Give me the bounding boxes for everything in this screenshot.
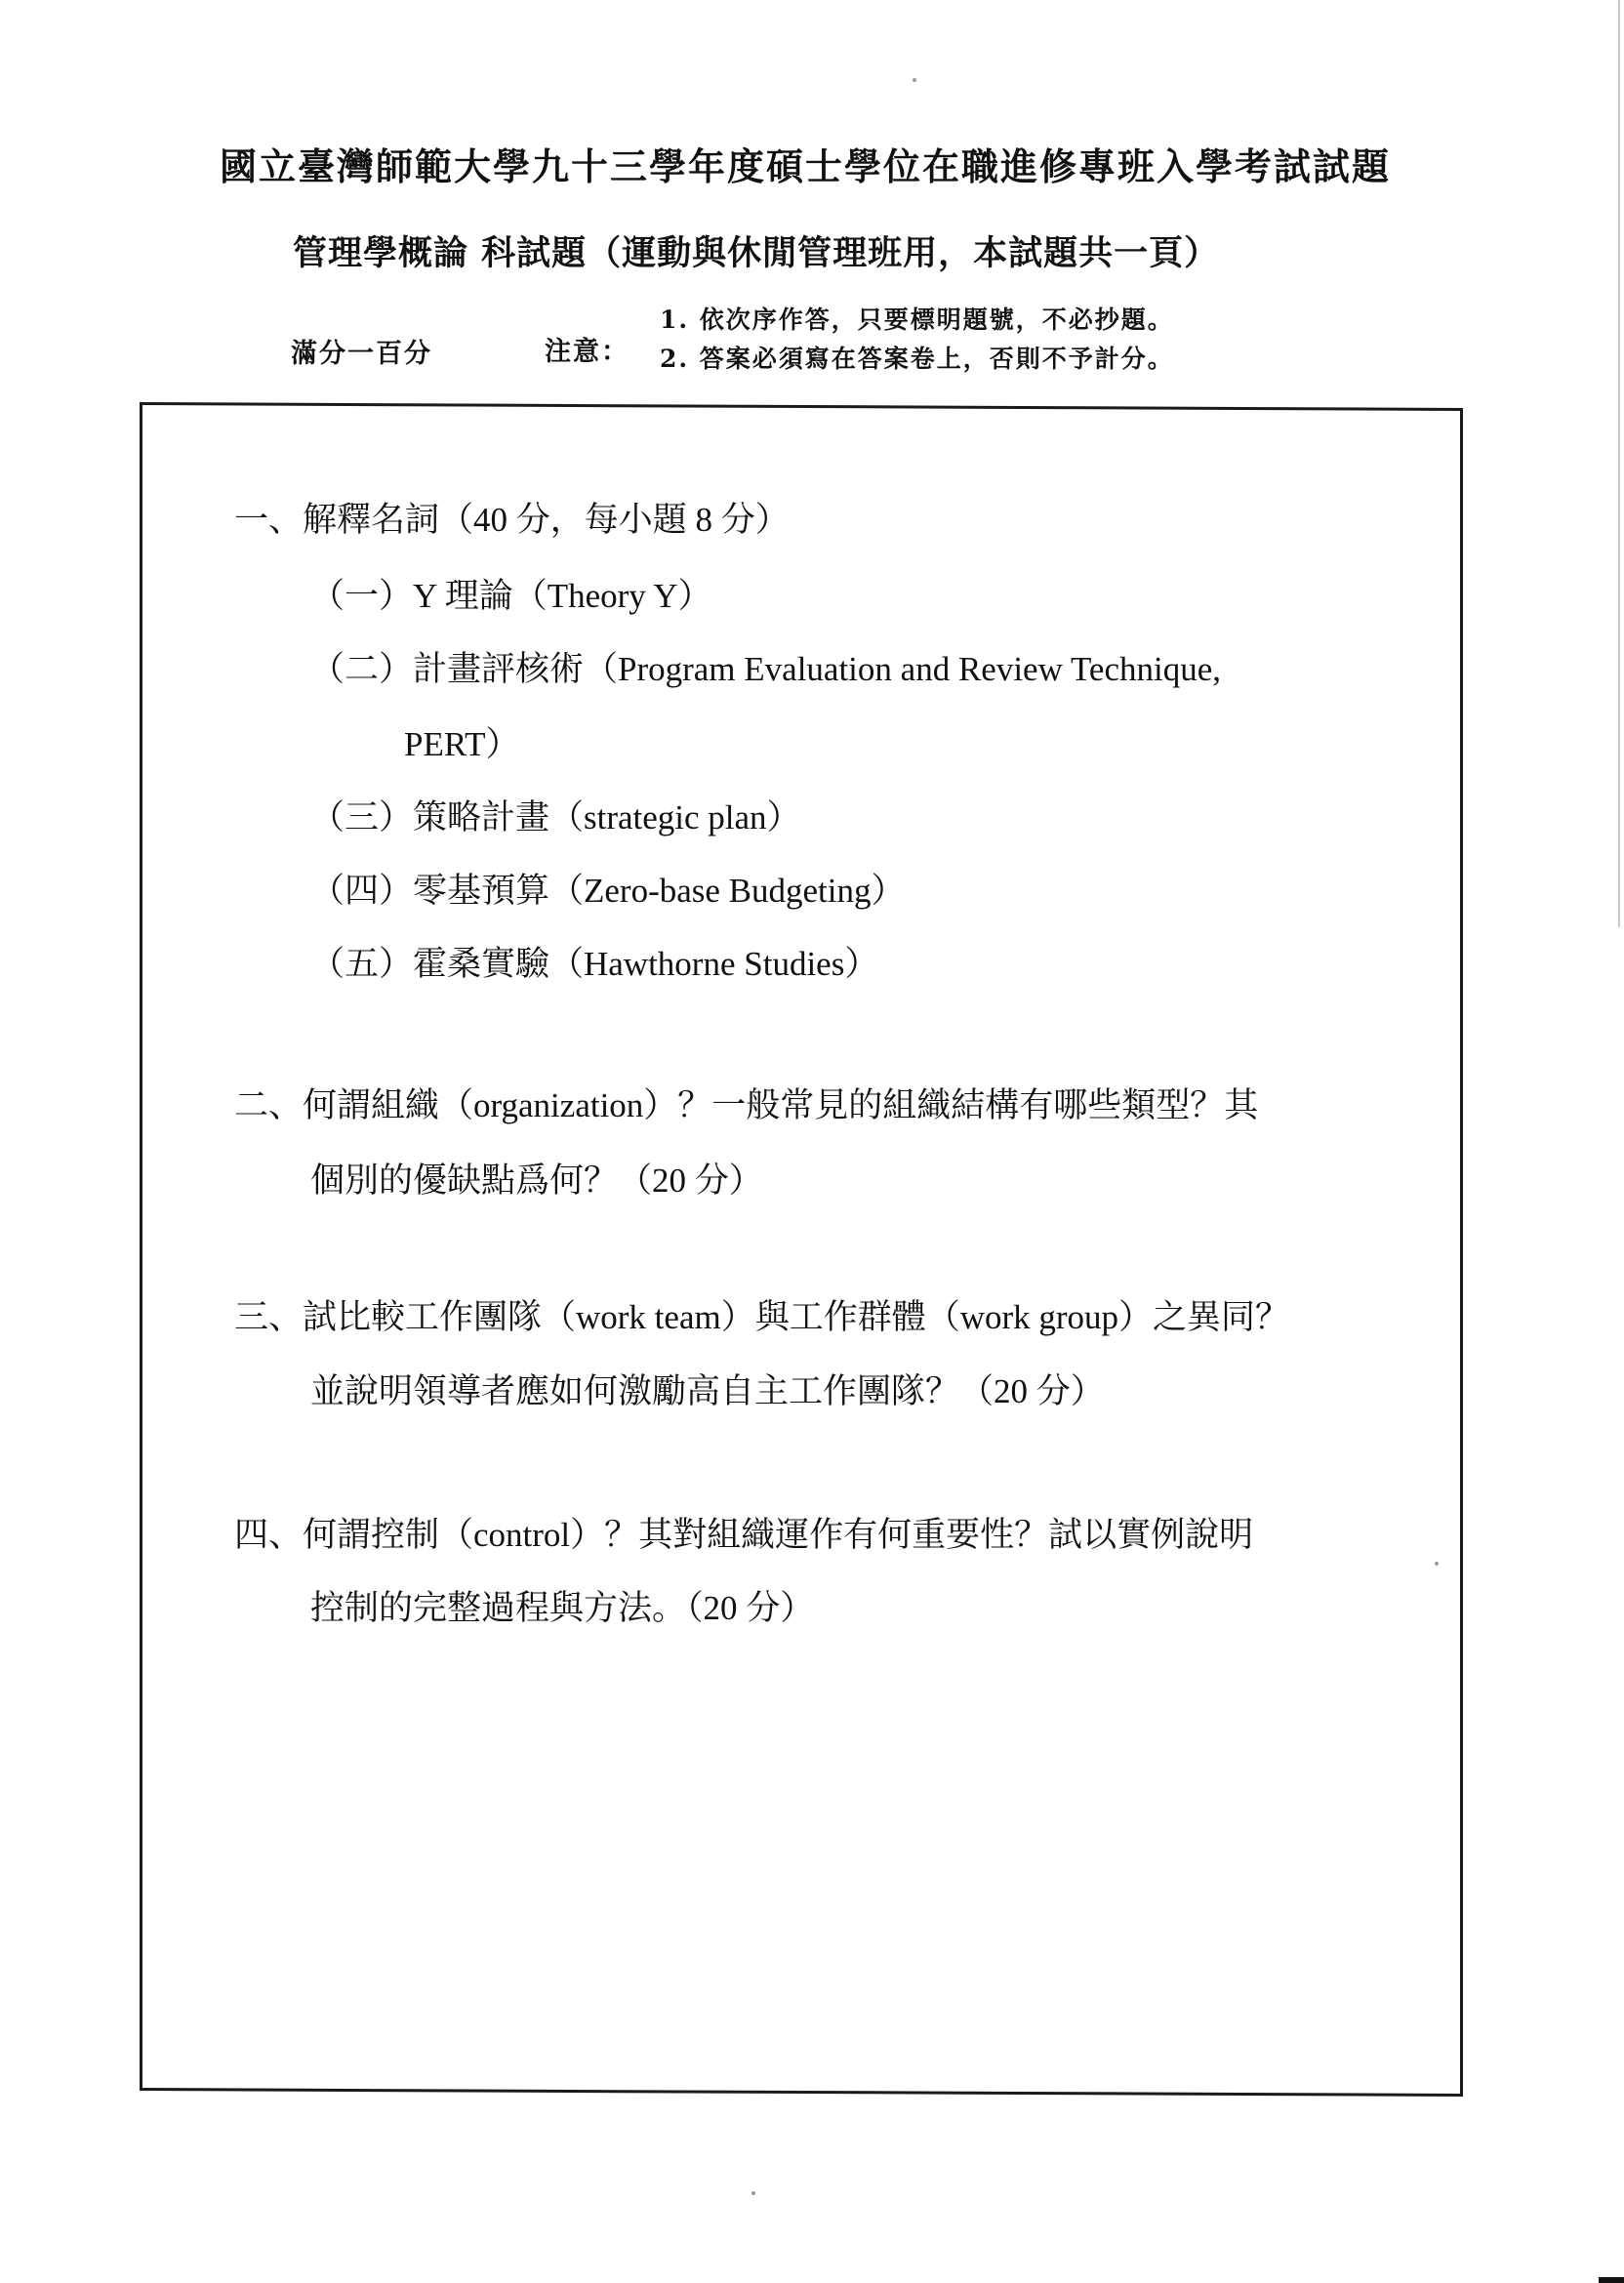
note-item: 2. 答案必須寫在答案卷上，否則不予計分。 — [660, 345, 1174, 373]
question-2-line-1: 二、何謂組織（organization）？一般常見的組織結構有哪些類型？其 — [234, 1086, 1259, 1124]
note-item: 1. 依次序作答，只要標明題號，不必抄題。 — [660, 306, 1174, 334]
question-4-line-1: 四、何謂控制（control）？其對組織運作有何重要性？試以實例說明 — [234, 1516, 1254, 1554]
question-1-heading: 一、解釋名詞（40 分，每小題 8 分） — [234, 501, 790, 539]
question-2-line-2: 個別的優缺點爲何？（20 分） — [310, 1162, 763, 1200]
scan-dot — [751, 2191, 755, 2195]
note-label: 注意： — [545, 337, 629, 367]
question-1-item-3: （三）策略計畫（strategic plan） — [310, 798, 801, 836]
question-1-item-2: （二）計畫評核術（Program Evaluation and Review Technique, — [310, 650, 1221, 688]
scan-dot — [913, 78, 916, 82]
scan-edge-mark — [1599, 2277, 1624, 2283]
scan-edge-line — [1618, 0, 1620, 927]
notes-list — [660, 301, 1174, 379]
scan-dot — [1435, 1562, 1439, 1566]
score-text: 滿分一百分 — [291, 339, 432, 369]
question-4-line-2: 控制的完整過程與方法。（20 分） — [310, 1589, 815, 1627]
question-3-line-2: 並說明領導者應如何激勵高自主工作團隊？（20 分） — [310, 1372, 1105, 1410]
subject-line: 管理學概論 科試題（運動與休閒管理班用，本試題共一頁） — [293, 233, 1220, 273]
question-1-item-4: （四）零基預算（Zero-base Budgeting） — [310, 872, 906, 910]
question-3-line-1: 三、試比較工作團隊（work team）與工作群體（work group）之異同？ — [234, 1298, 1290, 1336]
question-1-item-2-cont: PERT） — [404, 725, 520, 763]
question-1-item-5: （五）霍桑實驗（Hawthorne Studies） — [310, 945, 879, 983]
page-title: 國立臺灣師範大學九十三學年度碩士學位在職進修專班入學考試試題 — [219, 144, 1391, 188]
question-1-item-1: （一）Y 理論（Theory Y） — [310, 577, 712, 615]
